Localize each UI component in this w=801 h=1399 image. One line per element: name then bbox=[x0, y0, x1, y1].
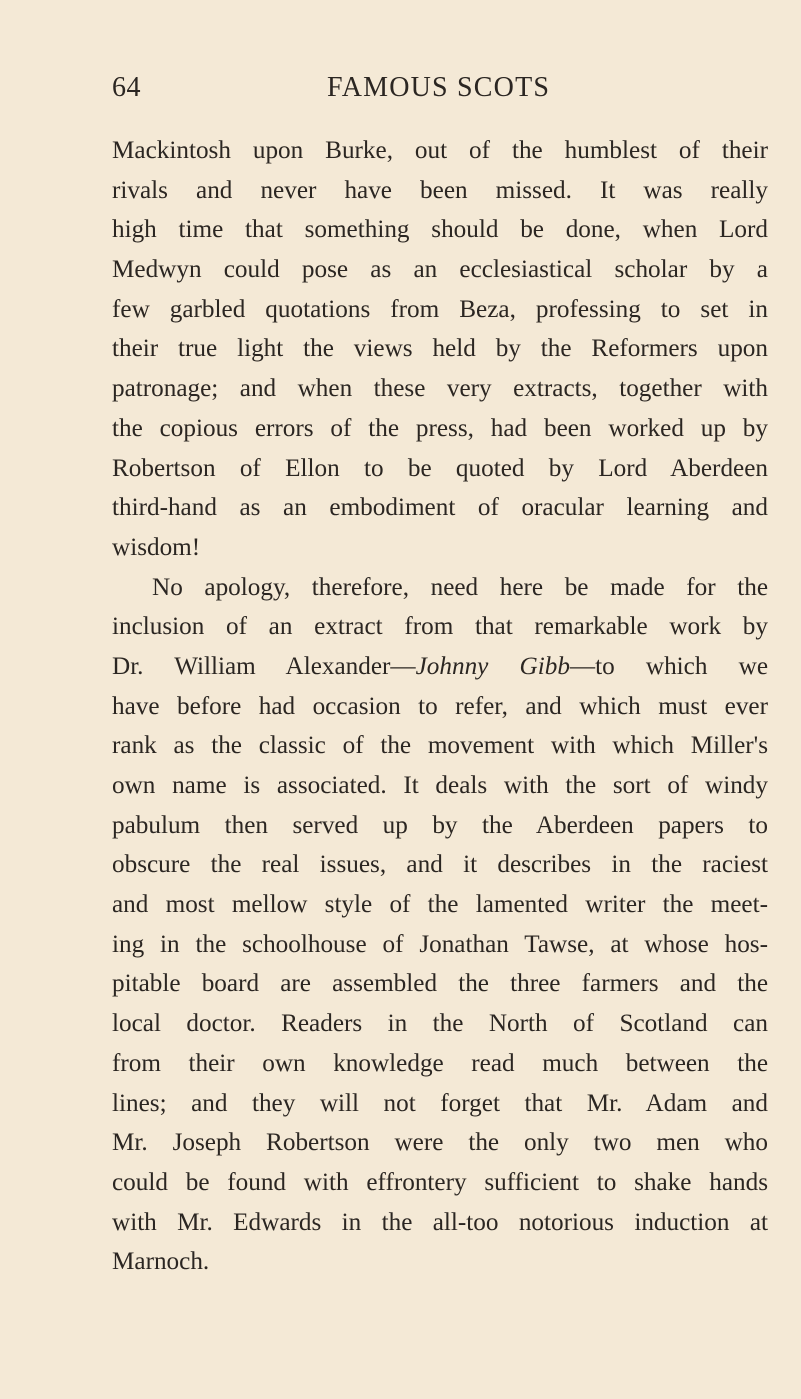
text-line: high time that something should be done, when Lord bbox=[112, 216, 768, 244]
text-line: have before had occasion to refer, and which must ever bbox=[112, 692, 768, 720]
text-line: pitable board are assembled the three farmers and the bbox=[112, 970, 768, 998]
text-line: could be found with effrontery sufficient to shake hands bbox=[112, 1168, 768, 1196]
text-line: ing in the schoolhouse of Jonathan Tawse, at whose hos- bbox=[112, 930, 768, 958]
text-line: the copious errors of the press, had been worked up by bbox=[112, 414, 768, 442]
text-line: their true light the views held by the Reformers upon bbox=[112, 335, 768, 363]
text-line: inclusion of an extract from that remarkable work by bbox=[112, 613, 768, 641]
body-text bbox=[112, 131, 768, 1282]
text-line: from their own knowledge read much between the bbox=[112, 1049, 768, 1077]
text-line: third-hand as an embodiment of oracular learning and bbox=[112, 494, 768, 522]
text-line: pabulum then served up by the Aberdeen papers to bbox=[112, 811, 768, 839]
text-line: Robertson of Ellon to be quoted by Lord Aberdeen bbox=[112, 454, 768, 482]
text-line: lines; and they will not forget that Mr. Adam and bbox=[112, 1089, 768, 1117]
text-line: rivals and never have been missed. It was really bbox=[112, 176, 768, 204]
text-line: and most mellow style of the lamented writer the meet- bbox=[112, 891, 768, 919]
text-line: No apology, therefore, need here be made for the bbox=[152, 573, 768, 601]
text-line: Medwyn could pose as an ecclesiastical scholar by a bbox=[112, 256, 768, 284]
running-head: FAMOUS SCOTS bbox=[327, 72, 551, 103]
text-line: Marnoch. bbox=[112, 1248, 210, 1276]
text-line: with Mr. Edwards in the all-too notorious induction at bbox=[112, 1208, 768, 1236]
text-line: Dr. William Alexander—Johnny Gibb—to which we bbox=[112, 652, 768, 680]
text-line: Mackintosh upon Burke, out of the humblest of their bbox=[112, 137, 768, 164]
text-line: Mr. Joseph Robertson were the only two men who bbox=[112, 1129, 768, 1157]
text-line: rank as the classic of the movement with which Miller's bbox=[112, 732, 768, 760]
page-header bbox=[112, 72, 768, 112]
text-line: few garbled quotations from Beza, professing to set in bbox=[112, 295, 768, 323]
text-line: own name is associated. It deals with the sort of windy bbox=[112, 772, 768, 799]
text-line: wisdom! bbox=[112, 533, 201, 561]
text-line: local doctor. Readers in the North of Scotland can bbox=[112, 1010, 768, 1038]
page-number: 64 bbox=[112, 72, 141, 103]
text-line: patronage; and when these very extracts, together with bbox=[112, 375, 768, 403]
text-line: obscure the real issues, and it describes in the raciest bbox=[112, 851, 768, 879]
